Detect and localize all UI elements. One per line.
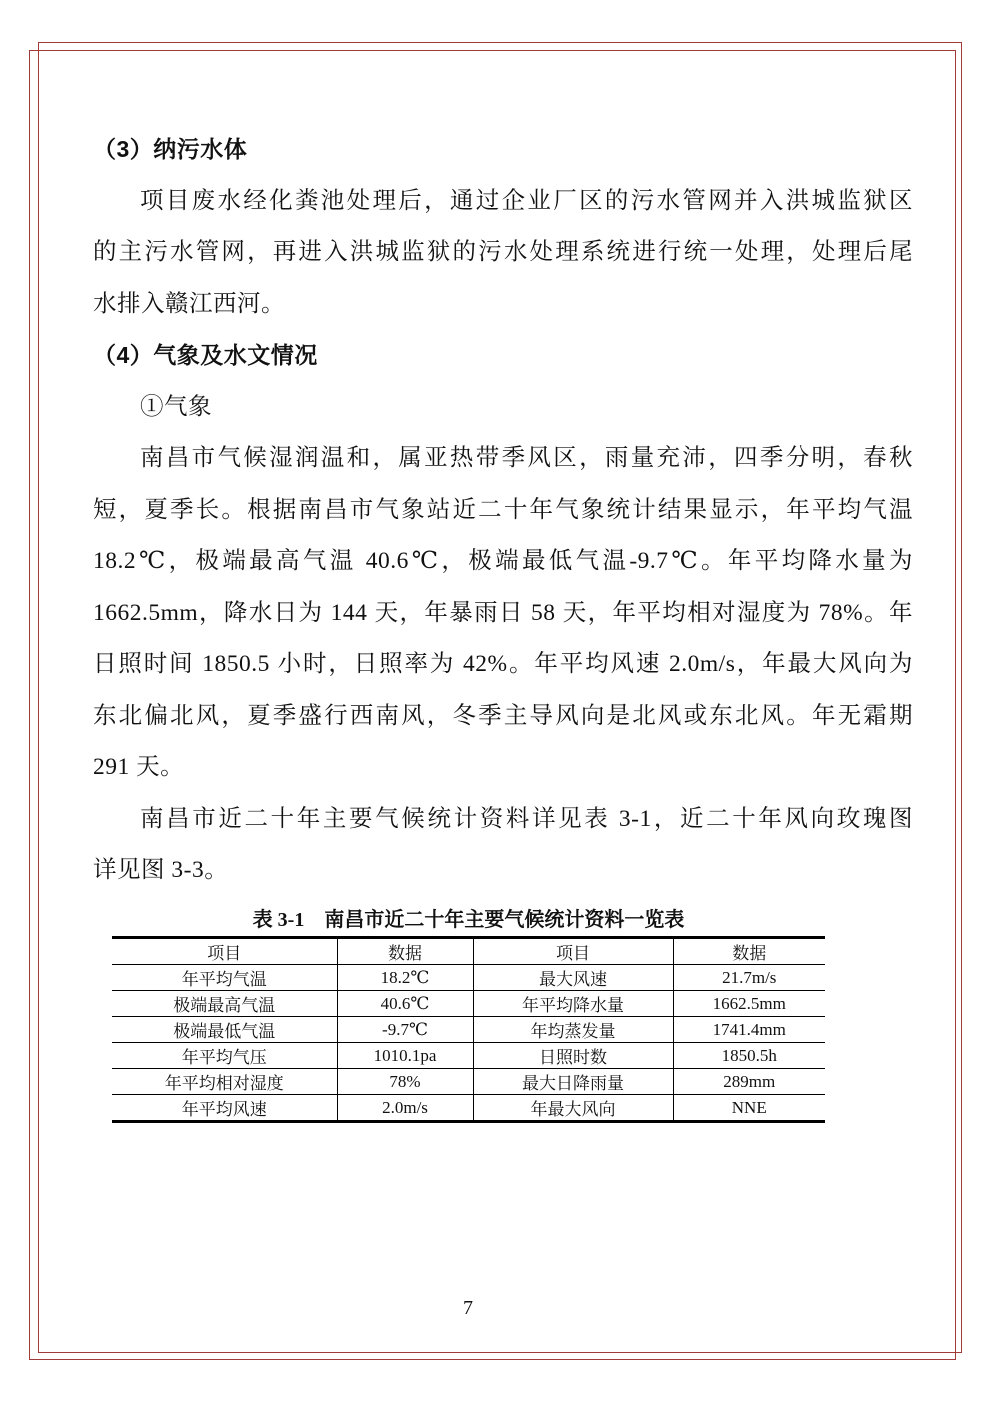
table-cell: -9.7℃ <box>337 1017 473 1043</box>
paragraph-wastewater-line: 项目废水经化粪池处理后，通过企业厂区的污水管网并入洪城监狱区 <box>140 187 913 214</box>
table-header-row <box>112 938 825 965</box>
table-cell: 40.6℃ <box>337 991 473 1017</box>
table-cell: 78% <box>337 1069 473 1095</box>
table-cell: 最大风速 <box>473 965 673 991</box>
paragraph-reference-line: 详见图 3-3。 <box>93 857 229 883</box>
table-cell: 289mm <box>673 1069 825 1095</box>
table-cell: 2.0m/s <box>337 1095 473 1122</box>
table-row <box>112 1095 825 1122</box>
sub-heading-meteorology: ①气象 <box>140 393 212 420</box>
paragraph-climate-line: 291 天。 <box>93 754 185 780</box>
table-cell: 年平均相对湿度 <box>112 1069 337 1095</box>
section-heading-3: （3）纳污水体 <box>93 136 248 162</box>
table-header-cell: 数据 <box>337 938 473 965</box>
table-cell: 年平均气压 <box>112 1043 337 1069</box>
climate-statistics-table <box>112 936 825 1123</box>
table-header-cell: 项目 <box>112 938 337 965</box>
table-row <box>112 1069 825 1095</box>
table-cell: 极端最高气温 <box>112 991 337 1017</box>
table-row <box>112 965 825 991</box>
table-header-cell: 数据 <box>673 938 825 965</box>
table-cell: 最大日降雨量 <box>473 1069 673 1095</box>
paragraph-wastewater-line: 水排入赣江西河。 <box>93 290 285 317</box>
table-cell: 极端最低气温 <box>112 1017 337 1043</box>
table-cell: 年均蒸发量 <box>473 1017 673 1043</box>
table-cell: 21.7m/s <box>673 965 825 991</box>
table-cell: 年平均风速 <box>112 1095 337 1122</box>
table-row <box>112 991 825 1017</box>
paragraph-climate-line: 日照时间 1850.5 小时，日照率为 42%。年平均风速 2.0m/s，年最大风向为 <box>93 651 913 677</box>
table-cell: 日照时数 <box>473 1043 673 1069</box>
section-heading-4: （4）气象及水文情况 <box>93 342 318 368</box>
table-cell: 18.2℃ <box>337 965 473 991</box>
table-cell: 1850.5h <box>673 1043 825 1069</box>
document-body <box>93 124 913 897</box>
table-row <box>112 1043 825 1069</box>
paragraph-climate-line: 东北偏北风，夏季盛行西南风，冬季主导风向是北风或东北风。年无霜期 <box>93 702 913 729</box>
table-cell: 1662.5mm <box>673 991 825 1017</box>
table-cell: 年最大风向 <box>473 1095 673 1122</box>
table-caption: 表 3-1 南昌市近二十年主要气候统计资料一览表 <box>252 909 685 931</box>
paragraph-wastewater-line: 的主污水管网，再进入洪城监狱的污水处理系统进行统一处理，处理后尾 <box>93 239 913 265</box>
table-header-cell: 项目 <box>473 938 673 965</box>
table-row <box>112 1017 825 1043</box>
table-cell: 1010.1pa <box>337 1043 473 1069</box>
paragraph-climate-line: 18.2℃，极端最高气温 40.6℃，极端最低气温-9.7℃。年平均降水量为 <box>93 548 913 574</box>
paragraph-reference-line: 南昌市近二十年主要气候统计资料详见表 3-1，近二十年风向玫瑰图 <box>140 805 913 832</box>
table-cell: NNE <box>731 1097 767 1117</box>
paragraph-climate-line: 南昌市气候湿润温和，属亚热带季风区，雨量充沛，四季分明，春秋 <box>140 445 913 471</box>
table-cell: 年平均降水量 <box>473 991 673 1017</box>
page-number: 7 <box>463 1297 473 1319</box>
table-cell: 1741.4mm <box>673 1017 825 1043</box>
paragraph-climate-line: 1662.5mm，降水日为 144 天，年暴雨日 58 天，年平均相对湿度为 78%。年 <box>93 599 913 626</box>
table-cell: 年平均气温 <box>112 965 337 991</box>
paragraph-climate-line: 短，夏季长。根据南昌市气象站近二十年气象统计结果显示，年平均气温 <box>93 496 913 523</box>
